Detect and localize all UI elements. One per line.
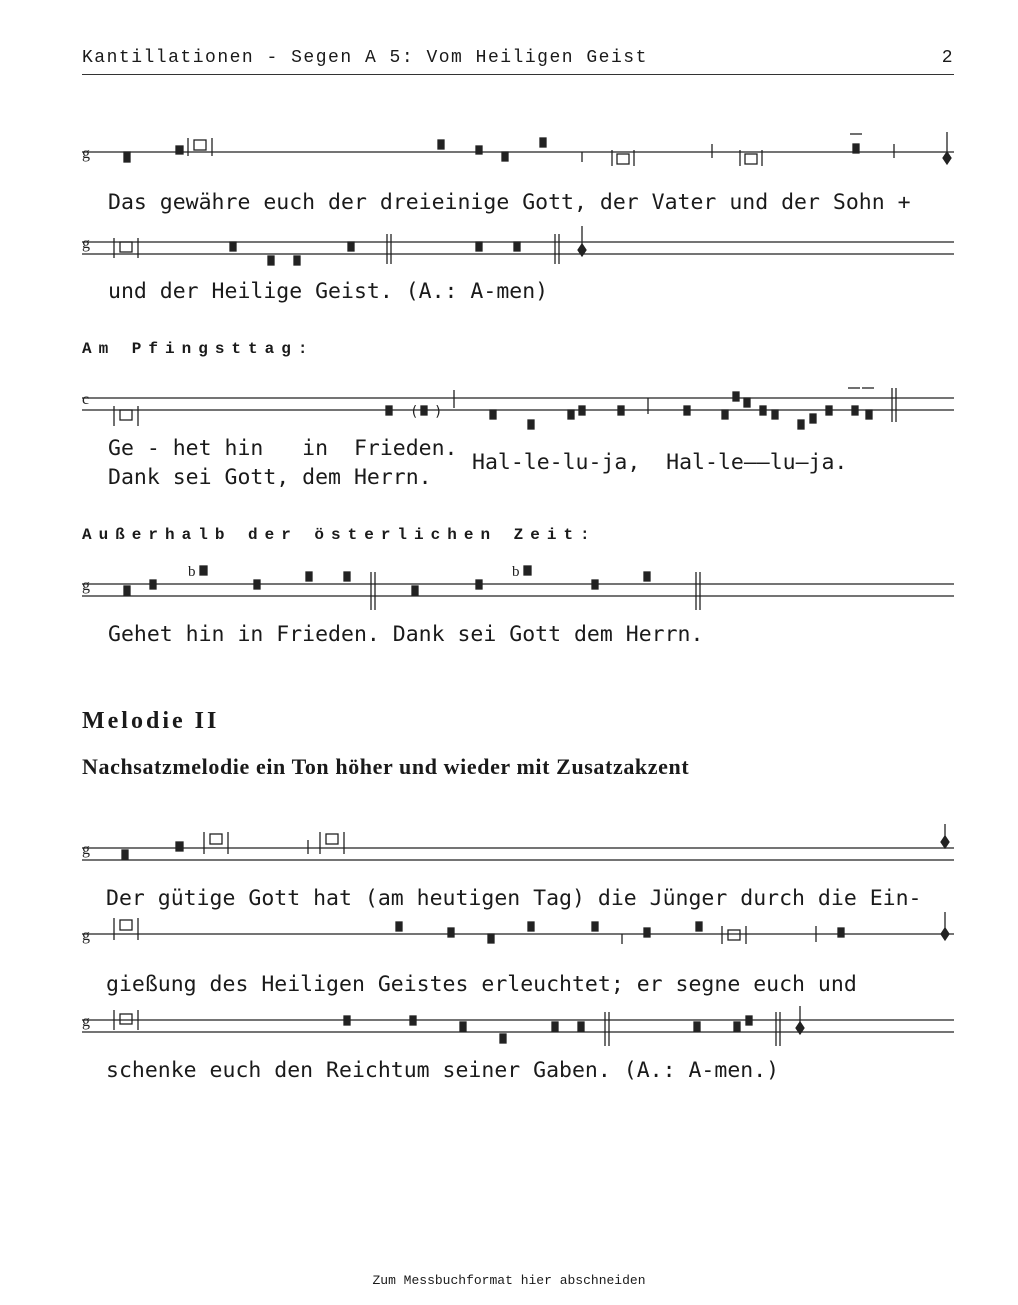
lyric-pfingsttag-line-a1: Ge - het hin in Frieden. — [108, 436, 458, 461]
staff-clef: g — [82, 1013, 90, 1030]
rubric-pfingsttag: Am Pfingsttag: — [82, 340, 315, 358]
flat-sign: b — [188, 564, 196, 580]
chant-staff-melodie2-1 — [82, 826, 954, 871]
running-header — [82, 48, 954, 75]
rubric-ausserhalb: Außerhalb der österlichen Zeit: — [82, 526, 597, 544]
svg-text:): ) — [434, 404, 443, 420]
lyric-melodie2-line-2: gießung des Heiligen Geistes erleuchtet; er segne euch und — [106, 972, 857, 997]
lyric-ausserhalb: Gehet hin in Frieden. Dank sei Gott dem Herrn. — [108, 622, 704, 647]
footer-cut-note: Zum Messbuchformat hier abschneiden — [372, 1273, 646, 1288]
chant-staff-pfingsttag — [82, 380, 954, 430]
lyric-melodie2-line-1: Der gütige Gott hat (am heutigen Tag) die Jünger durch die Ein- — [106, 886, 922, 911]
lyric-pfingsttag-line-a2: Dank sei Gott, dem Herrn. — [108, 465, 432, 490]
lyric-melodie2-line-3: schenke euch den Reichtum seiner Gaben. (A.: A-men.) — [106, 1058, 780, 1083]
flat-sign: b — [512, 564, 520, 580]
staff-clef: c — [82, 391, 90, 408]
chant-staff-1 — [82, 130, 954, 175]
staff-clef: g — [82, 235, 90, 252]
svg-text:(: ( — [410, 404, 419, 420]
subheading-nachsatzmelodie: Nachsatzmelodie ein Ton höher und wieder mit Zusatzakzent — [82, 754, 690, 779]
heading-melodie-ii: Melodie II — [82, 708, 220, 734]
lyric-line-1: Das gewähre euch der dreieinige Gott, der Vater und der Sohn + — [108, 190, 911, 215]
running-title: Kantillationen - Segen A 5: Vom Heiligen Geist — [82, 48, 648, 68]
chant-staff-ausserhalb — [82, 562, 954, 612]
staff-clef: g — [82, 145, 90, 162]
staff-clef: g — [82, 577, 90, 594]
chant-staff-2 — [82, 222, 954, 267]
chant-staff-melodie2-3 — [82, 998, 954, 1048]
staff-clef: g — [82, 841, 90, 858]
lyric-line-2: und der Heilige Geist. (A.: A-men) — [108, 279, 549, 304]
staff-clef: g — [82, 927, 90, 944]
chant-staff-melodie2-2 — [82, 912, 954, 957]
page-number: 2 — [941, 48, 954, 68]
lyric-halleluja: Hal-le-lu-ja, Hal-le——lu—ja. — [472, 450, 848, 475]
